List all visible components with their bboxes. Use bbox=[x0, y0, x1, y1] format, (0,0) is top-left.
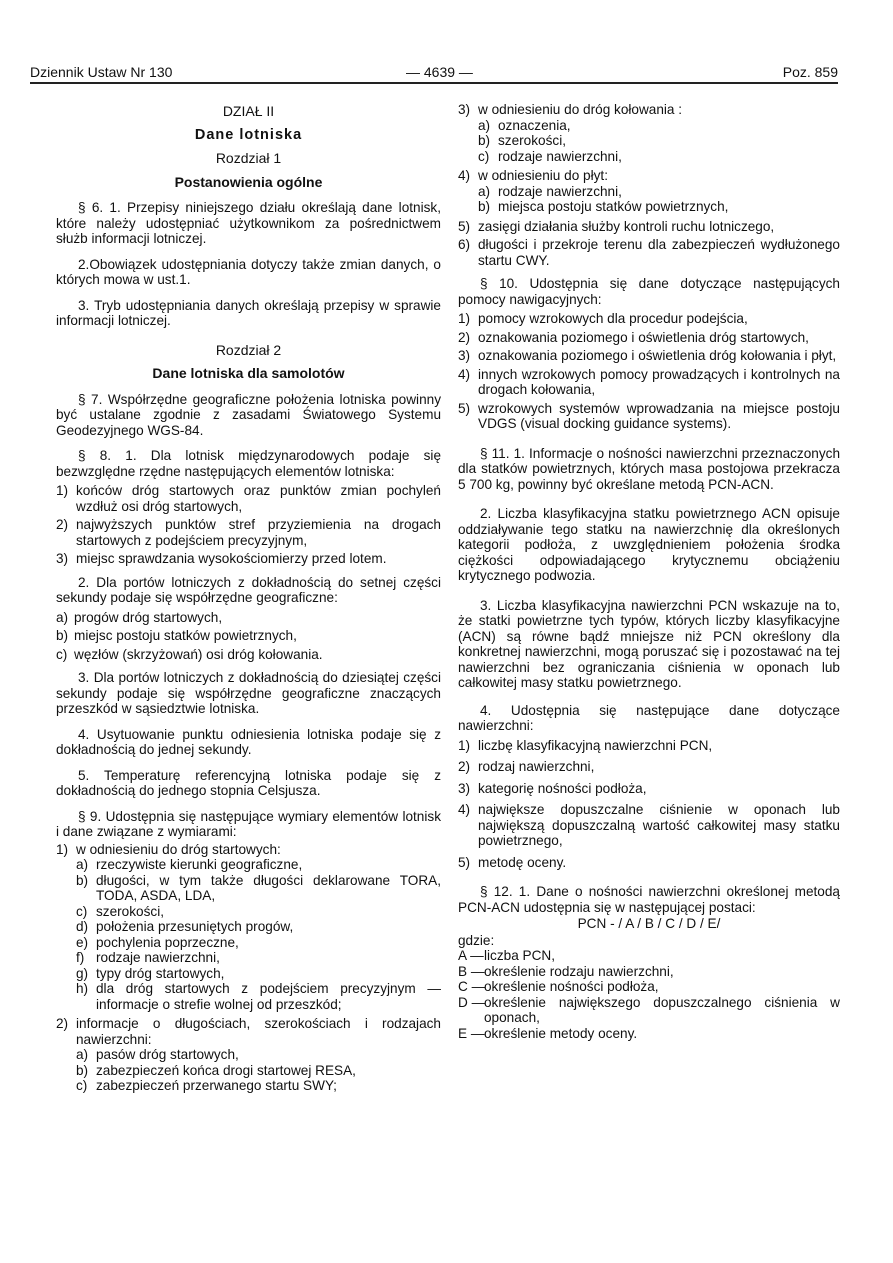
list-item: 2) informacje o długościach, szerokościach i rodzajach nawierzchni: bbox=[56, 1016, 441, 1047]
sub-list-item: c) szerokości, bbox=[76, 903, 164, 919]
definition-item: D — określenie największego dopuszczalnego ciśnienia w oponach, bbox=[458, 994, 840, 1025]
section-8-1-list bbox=[56, 483, 441, 567]
list-item: 4) w odniesieniu do płyt: bbox=[458, 168, 608, 183]
list-item: 1) w odniesieniu do dróg startowych: bbox=[56, 841, 281, 857]
chapter-1-title: Postanowienia ogólne bbox=[174, 173, 323, 190]
list-item: 4) największe dopuszczalne ciśnienie w oponach lub największą dopuszczalną wartość całkowitej masy statku powietrznego, bbox=[458, 802, 840, 848]
journal-title: Dziennik Ustaw Nr 130 bbox=[30, 64, 173, 80]
sub-list-item: a) pasów dróg startowych, bbox=[76, 1047, 239, 1062]
section-8-2-list bbox=[56, 610, 441, 663]
sub-list-item: c) rodzaje nawierzchni, bbox=[478, 148, 622, 164]
sub-list-item: c) zabezpieczeń przerwanego startu SWY; bbox=[76, 1078, 337, 1093]
section-10-list bbox=[458, 311, 840, 432]
list-item: 2) oznakowania poziomego i oświetlenia dróg startowych, bbox=[458, 329, 809, 345]
list-item: a) progów dróg startowych, bbox=[56, 609, 223, 625]
formula-definitions bbox=[458, 948, 840, 1041]
section-7-paragraph: § 7. Współrzędne geograficzne położenia lotniska powinny być ustalane zgodnie z zasadami Światowego Systemu Geodezyjnego WGS-84. bbox=[56, 391, 441, 438]
section-8-paragraph-5: 5. Temperaturę referencyjną lotniska podaje się z dokładnością do jednego stopnia Celsjusza. bbox=[56, 767, 441, 798]
section-9-list-right bbox=[458, 102, 840, 268]
list-item: 5) zasięgi działania służby kontroli ruchu lotniczego, bbox=[458, 218, 775, 234]
list-item: 1) liczbę klasyfikacyjną nawierzchni PCN, bbox=[458, 737, 713, 753]
list-item: 2) rodzaj nawierzchni, bbox=[458, 759, 595, 774]
division-heading: DZIAŁ II bbox=[222, 103, 275, 119]
section-12-paragraph-1: § 12. 1. Dane o nośności nawierzchni określonej metodą PCN-ACN udostępnia się w następującej postaci: bbox=[458, 884, 840, 915]
sub-list-item: g) typy dróg startowych, bbox=[76, 965, 225, 981]
definition-item: B — określenie rodzaju nawierzchni, bbox=[458, 963, 674, 979]
section-6-paragraph-1: § 6. 1. Przepisy niniejszego działu określają dane lotnisk, które należy udostępniać użytkownikom za pośrednictwem służb informacji lotniczej. bbox=[56, 200, 441, 246]
sub-list-item: a) rodzaje nawierzchni, bbox=[478, 183, 622, 199]
section-8-paragraph-3: 3. Dla portów lotniczych z dokładnością do dziesiątej części sekundy podaje się współrzędne geograficzne znaczących przeszkód w sąsiedztwie lotniska. bbox=[56, 670, 441, 716]
chapter-2-heading: Rozdział 2 bbox=[215, 341, 282, 358]
sub-list-item: b) zabezpieczeń końca drogi startowej RESA, bbox=[76, 1062, 356, 1078]
definition-item: E — określenie metody oceny. bbox=[458, 1025, 638, 1041]
sub-list-item: b) szerokości, bbox=[478, 133, 566, 148]
where-label: gdzie: bbox=[458, 932, 495, 948]
chapter-1-heading: Rozdział 1 bbox=[215, 150, 282, 166]
right-column bbox=[458, 102, 840, 1041]
section-8-paragraph-2: 2. Dla portów lotniczych z dokładnością do setnej części sekundy podaje się współrzędne geograficzne: bbox=[56, 574, 441, 605]
list-item: 3) oznakowania poziomego i oświetlenia dróg kołowania i płyt, bbox=[458, 348, 837, 363]
sub-list-item: b) miejsca postoju statków powietrznych, bbox=[478, 199, 729, 214]
sub-list-item: a) oznaczenia, bbox=[478, 117, 571, 133]
list-item: 6) długości i przekroje terenu dla zabezpieczeń wydłużonego startu CWY. bbox=[458, 237, 840, 268]
page-number: — 4639 — bbox=[406, 64, 473, 80]
sub-list-item: a) rzeczywiste kierunki geograficzne, bbox=[76, 857, 303, 872]
definition-item: C — określenie nośności podłoża, bbox=[458, 979, 659, 994]
sub-list-item: f) rodzaje nawierzchni, bbox=[76, 950, 220, 965]
definition-item: A — liczba PCN, bbox=[458, 948, 556, 963]
section-11-paragraph-3: 3. Liczba klasyfikacyjna nawierzchni PCN wskazuje na to, że statki powietrzne tych typów, których liczby klasyfikacyjne (ACN) są równe bądź mniejsze niż PCN określony dla konkretnej nawierzchni, mogą poruszać się i pozostawać na tej nawierzchni bez ograniczania ciśnienia w oponach lub całkowitej masy statku powietrznego. bbox=[458, 597, 840, 690]
section-8-paragraph-4: 4. Usytuowanie punktu odniesienia lotniska podaje się z dokładnością do jednej sekundy. bbox=[56, 726, 441, 757]
position-number: Poz. 859 bbox=[782, 64, 838, 80]
left-column bbox=[56, 102, 441, 1102]
sub-list-item: h) dla dróg startowych z podejściem precyzyjnym — informacje o strefie wolnej od przeszkód; bbox=[76, 981, 441, 1012]
list-item: c) węzłów (skrzyżowań) osi dróg kołowania. bbox=[56, 646, 323, 662]
sub-list-item: e) pochylenia poprzeczne, bbox=[76, 934, 239, 950]
list-item: 5) wzrokowych systemów wprowadzania na miejsce postoju VDGS (visual docking guidance systems). bbox=[458, 400, 840, 431]
section-9-paragraph: § 9. Udostępnia się następujące wymiary elementów lotnisk i dane związane z wymiarami: bbox=[56, 808, 441, 839]
division-title: Dane lotniska bbox=[194, 126, 303, 143]
section-11-paragraph-2: 2. Liczba klasyfikacyjna statku powietrznego ACN opisuje oddziaływanie tego statku na nawierzchnię dla określonych kategorii podłoża, z uwzględnieniem położenia środka ciężkości odpowiadającego krytycznemu obciążeniu krytycznego podwozia. bbox=[458, 506, 840, 583]
list-item: 1) pomocy wzrokowych dla procedur podejścia, bbox=[458, 311, 748, 326]
section-6-paragraph-3: 3. Tryb udostępniania danych określają przepisy w sprawie informacji lotniczej. bbox=[56, 297, 441, 328]
list-item: 3) miejsc sprawdzania wysokościomierzy przed lotem. bbox=[56, 551, 387, 566]
section-11-4-list bbox=[458, 738, 840, 871]
list-item: 4) innych wzrokowych pomocy prowadzących i kontrolnych na drogach kołowania, bbox=[458, 366, 840, 397]
pcn-formula: PCN - / A / B / C / D / E/ bbox=[577, 916, 721, 931]
list-item: 3) kategorię nośności podłoża, bbox=[458, 780, 647, 796]
section-9-list-left bbox=[56, 842, 441, 1094]
section-10-paragraph: § 10. Udostępnia się dane dotyczące następujących pomocy nawigacyjnych: bbox=[458, 276, 840, 307]
section-11-paragraph-4: 4. Udostępnia się następujące dane dotyczące nawierzchni: bbox=[458, 702, 840, 733]
sub-list-item: d) położenia przesuniętych progów, bbox=[76, 919, 294, 934]
list-item: 5) metodę oceny. bbox=[458, 854, 567, 870]
chapter-2-title: Dane lotniska dla samolotów bbox=[152, 365, 345, 381]
page-header bbox=[30, 64, 838, 84]
list-item: b) miejsc postoju statków powietrznych, bbox=[56, 628, 297, 643]
list-item: 3) w odniesieniu do dróg kołowania : bbox=[458, 102, 683, 117]
list-item: 2) najwyższych punktów stref przyziemienia na drogach startowych z podejściem precyzyjnym, bbox=[56, 517, 441, 548]
list-item: 1) końców dróg startowych oraz punktów zmian pochyleń wzdłuż osi dróg startowych, bbox=[56, 483, 441, 514]
sub-list-item: b) długości, w tym także długości deklarowane TORA, TODA, ASDA, LDA, bbox=[76, 872, 441, 903]
section-6-paragraph-2: 2.Obowiązek udostępniania dotyczy także zmian danych, o których mowa w ust.1. bbox=[56, 256, 441, 287]
section-8-paragraph-1: § 8. 1. Dla lotnisk międzynarodowych podaje się bezwzględne rzędne następujących elementów lotniska: bbox=[56, 448, 441, 479]
section-11-paragraph-1: § 11. 1. Informacje o nośności nawierzchni przeznaczonych dla statków powietrznych, których masa postojowa przekracza 5 700 kg, powinny być określane metodą PCN-ACN. bbox=[458, 445, 840, 492]
